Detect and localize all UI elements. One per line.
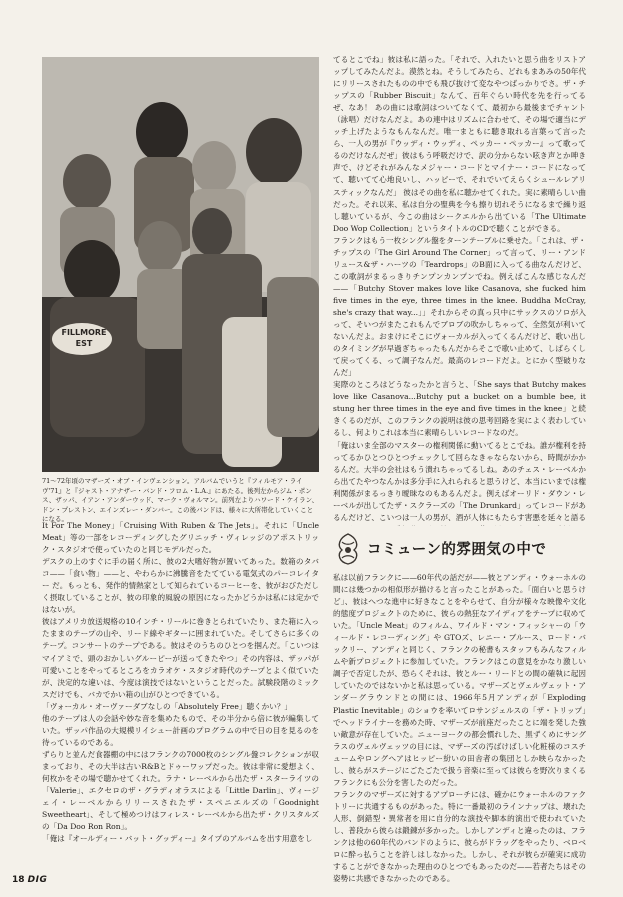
ornament-icon [333,532,363,566]
shirt-text-2: EST [75,339,93,348]
band-group-photo-icon [42,57,319,472]
paragraph: デスクの上のすぐに手の届く所に、彼の2大嗜好物が置いてあった。数箱のタバコ——「食い物」——と、やわらかに沸騰音をたてている電気式のパーコレイター だ。もっとも、発作的情熱家として知られているコーヒーを、彼がおびただしく摂取していることが、彼の印象的風貌の原因になったかどうかは私には定かではないが。 [42,557,319,615]
paragraph: 私は以前フランクに——60年代の話だが——彼とアンディ・ウォーホルの間には幾つかの相似形が描けると言ったことがあった。「面白いと思うけど」、彼はへつな進中に好きなことをやらせて、自分が様々な映像や文化的態度プロジェクトのために、彼らの熱狂なアイディアをテープに収めていた。「Uncle Meat」のフィルム、ワイルド・マン・フィッシャーの「ウィールド・レコーディング」や GTOズ、レニー・ブルース、ロード・バックリー、アンディと同じく、フランクの秘書もスタッフもみんなフィルムや新プロジェクトに参加していた。フランクはこの意見をかなり激しい調子で否定したが、恐らくそれは、彼とルー・リードとの間の確執に起因していたのではないかと私は思っている。マザーズとヴェルヴェット・アンダーグラウンドとの間には、1966年5月アンディが「Exploding Plastic Inevitable」のショウを率いてロサンジェルスの「ザ・トリップ」でヘッドライナーを務めた時、マザーズが前座だったことに端を発した強い敵意が存在していた。ニューヨークの都会慣れした、黒ずくめにサングラスのヴェルヴェッツの目には、マザーズの汚ばけばしい化粧様のコスチュームやロングへアはヒッピー紛いの田舎者の集団としか映らなかったし、彼らがステージにごたごたで扱う音楽に至っては彼らを野次りまくるフランクにも公分を害したのだった。 [333,573,586,787]
left-column [42,520,319,888]
page-folio [12,875,47,885]
paragraph: 彼はアメリカ放送規格の10インチ・リールに巻きとられていたり、また箱に入ったままのテープの山や、リード線やギターに囲まれていた。そしてさらに多くのテープ。コンサートのテープである。彼はそのうちのひとつを掴んだ。「こいつはマイアミで、頭のおかしいグルーピーが送ってきたやつ」その内容は、ザッパが可愛いことをやってるところをカラオケ・スタジオ時代のテープとよく似ていたが、決定的な違いは、今度は演技ではないということだった。試験段階のミックスだけでも、バカでかい箱の山がひとつできている。 [42,617,319,699]
paragraph: フランクのマザーズに対するアプローチには、確かにウォーホルのファクトリーに共通するものがあった。特に一番最初のラインナップは、壊れた人形、倒錯型・異常者を用に自分的な演技や脚本的演出で使われていたし、普段から彼らは鍛錬が多かった。しかしアンディと違ったのは、フランクは他の60年代のバンドのように、彼らがドラッグをやったり、ベロベロに酔っ払うことを許しはしなかった。しかし、それが彼らが確実に成功することができなかった理由のひとつでもあったのだ——若者たちはその姿勢に共感できなかったのである。 [333,789,586,884]
right-column-top [333,54,586,526]
paragraph: 他のテープは人の会話や妙な音を集めたもので、その半分から倍に彼が編集していた。ザッパ作品の大規模リイシュー計画のプログラムの中で日の目を見るのを待っているのである。 [42,713,319,747]
section-heading-text: コミューン的雰囲気の中で [367,542,547,558]
photo-caption: 71〜72年頃のマザーズ・オブ・インヴェンション。アルバムでいうと『フィルモア・ライヴ'71』と『ジャスト・アナザー・バンド・フロム・L.A.』にあたる。後列左からジム・ポンス、ザッパ、イアン・アンダーウッド、マーク・ヴォルマン。前列左よりハワード・ケイラン、ドン・プレストン、エインズレー・ダンバー。この後バンドは、様々に大所帯化していくことになる。 [42,477,319,523]
right-column-bottom [333,572,586,892]
paragraph: 「俺は『オールディー・バット・グッディー』タイプのアルバムを出す用意をし [42,834,313,844]
section-heading [333,532,586,566]
paragraph: フランクはもう一枚シングル盤をターンテーブルに乗せた。「これは、ザ・チップスの「The Girl Around The Corner」って言って、リー・アンドリュース&ザ・ハーツの「Teardrops」のB面に入ってる曲なんだけど、この歌詞がまるっきりチンプンカンプンでね。例えばこんな感じなんだ——「Butchy Stover makes love like Casanova, she fucked him five times in the eye, three times in the knee. Buddha McCray, she's crazy that way...」」それからその真っ只中にサックスのソロが入って、そいつがまたこれもんでブロブの吹かしちゃって、全然気が利いてないんだよ。おまけにそこにヴォーカルが入ってくるんだけど、歌い出しのタイミングが早過ぎちゃったもんだからそこで歌い止めて、しばらくして戻ってくる、って調子なんだ。最高のレコードだよ。とにかく型破りなんだ」 [333,235,586,378]
paragraph: 実際のところはどうなったかと言うと、「She says that Butchy makes love like Casanova...Butchy put a bucket on a bumble bee, it stung her three times in the eye and five times in the knee」と続きくるのだが、このフランクの説明は彼の思考回路を実によく表わしているし、何よりこれは本当に素晴らしいレコードなのだ。 [333,380,586,438]
paragraph: It For The Money」「Cruising With Ruben & The Jets」。それに「Uncle Meat」等の一部をレコーディングしたグリニッチ・ヴィレッジのアポストリック・スタジオで使っていたのと同じモデルだった。 [42,521,319,555]
paragraph: ずらりと並んだ食器棚の中にはフランクの7000枚のシングル盤コレクションが収まっており、その大半は古いR&Bとドゥーワップだった。彼は非常に愛想よく、何枚かをその場で聴かせてくれた。ラナ・レーベルから出たザ・スターライツの「Valerie」、エクセロのザ・グラディオラスによる「Little Darlin」、ヴィージェイ・レーベルからリリースされたザ・スペニエルズの「Goodnight Sweetheart」、そして極めつけはフィレス・レーベルから出たザ・クリスタルズの「Da Doo Ron Ron」。 [42,749,319,832]
shirt-text-1: FILLMORE [61,328,107,337]
paragraph: てるとこでね」彼は私に語った。「それで、入れたいと思う曲をリストアップしてみたんだよ。漠然とね。そうしてみたら、どれもまあみの50年代にリリースされたものの中でも飛び抜けて変なやつばっかりでさ。ザ・チップスの「Rubber Biscuit」なんて、百年ぐらい時代を先を行ってるぜ、なあ！ あの曲には歌詞はついてなくて、最初から最後までチャント（詠唱）だけなんだよ。あの連中はリズムに合わせて、その場で適当にデッチ上げたようなもんなんだ。唯一まともに聴き取れる言葉って言ったら、一人の男が『ウッディ・ウッディ、ペッカー・ペッカー』って歌ってるのだけなんだぜ」彼はもう呼吸だけで、訳の分からない呟き声とか呻き声で、けどそれがみんなメジャー・コードとマイナー・コードになってて、聴いてて心地良いし、ハッピーで、それでいてえらくシュールレアリスティックなんだ」 彼はその曲を私に聴かせてくれた。実に素晴らしい曲だった。それ以来、私は自分の聖典を今も擦り切れそうになるまで繰り返し聴いているが、今この曲はシークエルから出ている「The Ultimate Doo Wop Collection」というタイトルのCDで聴くことができる。 [333,55,586,233]
page-number: 18 [12,875,25,885]
paragraph: 「ヴォーカル・オーヴァーダブなしの「Absolutely Free」聴くかい？」 [42,701,293,711]
magazine-name: DIG [27,875,48,885]
band-photo [42,57,319,472]
paragraph: 「俺はいま全部のマスターの権利関係に動いてるとこでね。誰が権利を持ってるかひとつひとつチェックして回らなきゃならないから、時間がかかるんだ。大半の会社はもう潰れちゃってるしね。あのチェス・レーベルから出てたやつなんかは多分手に入れられると思うけど、本当にいまでは権利関係がまるっきり曖昧なのもあるんだよ。例えばオーリド・ダウン・レーベルが出してたザ・スクラーズの「The Drunkard」ってレコードがあるんだけど、こいつは一人の男が、酒が人体にもたらす害悪を延々と語る [333,440,586,522]
